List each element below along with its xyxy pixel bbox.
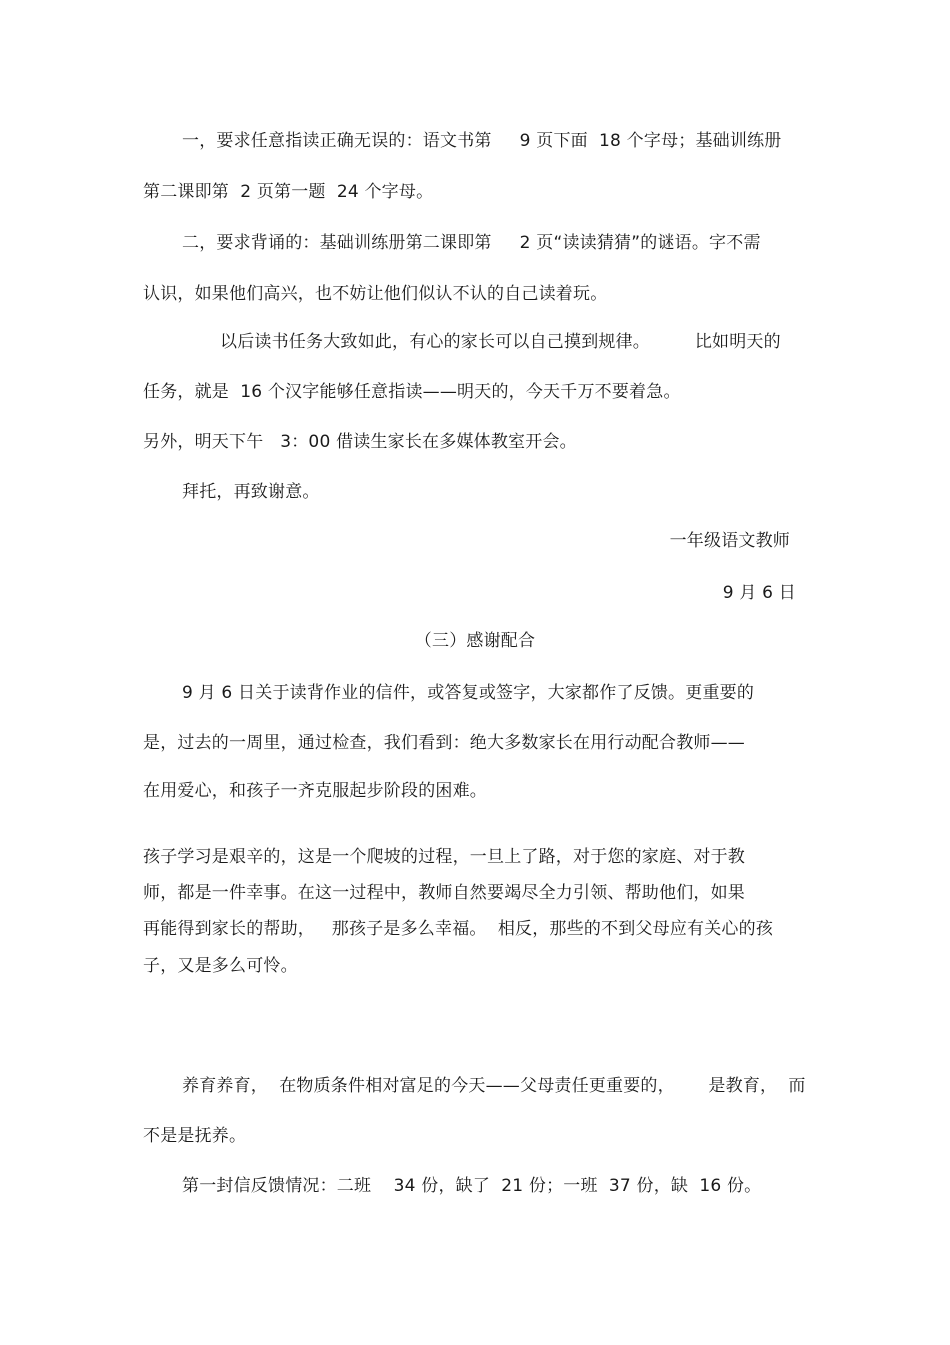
paragraph-4-line-3: 在用爱心，和孩子一齐克服起步阶段的困难。 (143, 781, 487, 801)
paragraph-1-line-2: 第二课即第 2 页第一题 24 个字母。 (143, 182, 434, 202)
section-heading: （三）感谢配合 (414, 631, 536, 651)
paragraph-5-line-4: 子，又是多么可怜。 (143, 956, 298, 976)
signature-sender: 一年级语文教师 (669, 531, 790, 551)
paragraph-thanks: 拜托，再致谢意。 (182, 482, 320, 502)
paragraph-5-line-3: 再能得到家长的帮助， 那孩子是多么幸福。 相反，那些的不到父母应有关心的孩 (143, 919, 774, 939)
paragraph-meeting-notice: 另外，明天下午 3：00 借读生家长在多媒体教室开会。 (143, 432, 577, 452)
paragraph-5-line-2: 师，都是一件幸事。在这一过程中，教师自然要竭尽全力引领、帮助他们，如果 (143, 883, 745, 903)
paragraph-2-line-1: 二，要求背诵的：基础训练册第二课即第 2 页“读读猜猜”的谜语。字不需 (182, 233, 761, 253)
paragraph-6-line-1: 养育养育， 在物质条件相对富足的今天——父母责任更重要的， 是教育， 而 (182, 1076, 806, 1096)
paragraph-1-line-1: 一，要求任意指读正确无误的：语文书第 9 页下面 18 个字母；基础训练册 (182, 131, 782, 151)
paragraph-3-line-2: 任务，就是 16 个汉字能够任意指读——明天的，今天千万不要着急。 (143, 382, 681, 402)
paragraph-4-line-1: 9 月 6 日关于读背作业的信件，或答复或签字，大家都作了反馈。更重要的 (182, 683, 755, 703)
paragraph-3-line-1: 以后读书任务大致如此，有心的家长可以自己摸到规律。 比如明天的 (220, 332, 781, 352)
signature-date: 9 月 6 日 (722, 583, 796, 603)
paragraph-5-line-1: 孩子学习是艰辛的，这是一个爬坡的过程，一旦上了路，对于您的家庭、对于教 (143, 847, 745, 867)
paragraph-2-line-2: 认识，如果他们高兴，也不妨让他们似认不认的自己读着玩。 (143, 284, 608, 304)
paragraph-6-line-2: 不是是抚养。 (143, 1126, 247, 1146)
paragraph-4-line-2: 是，过去的一周里，通过检查，我们看到：绝大多数家长在用行动配合教师—— (143, 733, 745, 753)
paragraph-feedback-summary: 第一封信反馈情况：二班 34 份，缺了 21 份；一班 37 份，缺 16 份。 (182, 1176, 762, 1196)
